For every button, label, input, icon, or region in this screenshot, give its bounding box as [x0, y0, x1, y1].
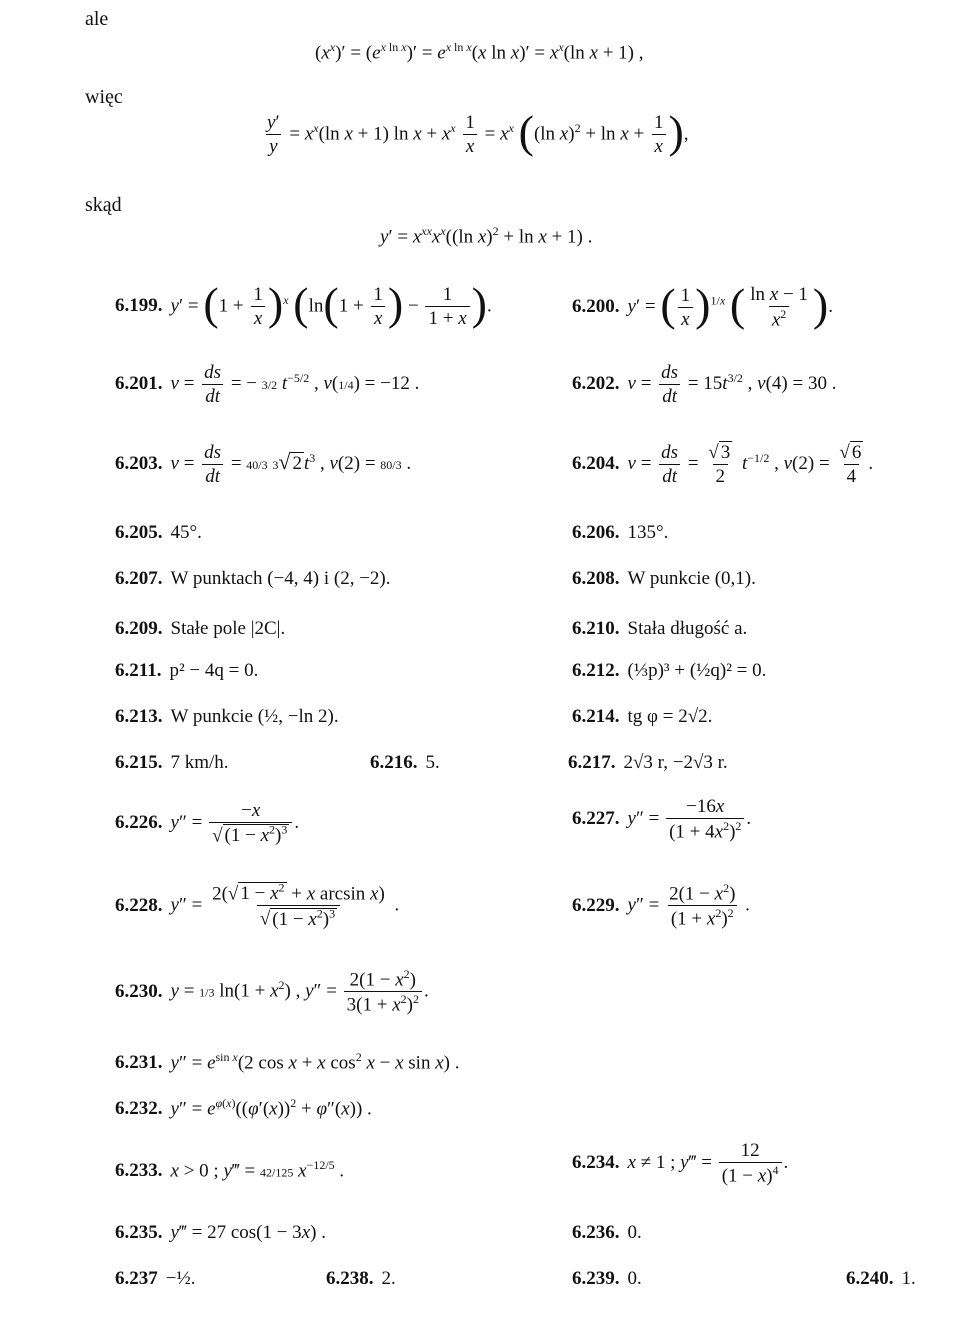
answer-6-207: 6.207. W punktach (−4, 4) i (2, −2).	[115, 568, 391, 589]
answer-6-210: 6.210. Stała długość a.	[572, 618, 748, 639]
word-skad: skąd	[85, 194, 122, 216]
answer-6-229: 6.229. y″ = $\frac{2(1 - x^2)}{(1 + x^2)^2}$ .	[572, 881, 750, 930]
answer-6-237: 6.237 −½.	[115, 1268, 196, 1289]
answer-6-217: 6.217. 2√3 r, −2√3 r.	[568, 752, 728, 773]
answer-6-215: 6.215. 7 km/h.	[115, 752, 229, 773]
formula-wiec: $\frac{y'}{y}$ = $x^x(\ln$ x + 1) $\ln x + x^x$ $\frac{1}{x}$ = $x^x$ ((ln x)$^2$ + ln x + $\frac{1}{x}$ ),	[267, 106, 689, 157]
answer-6-230: 6.230. y = 1/3 $\ln(1 + x^2)$ , y″ = $\frac{2(1 - x^2)}{3(1 + x^2)^2}$ .	[115, 967, 429, 1016]
answer-6-240: 6.240. 1.	[846, 1268, 916, 1289]
answer-6-235: 6.235. y‴ = 27 cos(1 − 3x) .	[115, 1222, 326, 1243]
answer-6-216: 6.216. 5.	[370, 752, 440, 773]
answer-6-236: 6.236. 0.	[572, 1222, 642, 1243]
answer-6-238: 6.238. 2.	[326, 1268, 396, 1289]
answer-6-234: 6.234. x ≠ 1 ; y‴ = $\frac{12}{(1 - x)^4}$ .	[572, 1140, 789, 1187]
answer-6-200: 6.200. y′ = ( $\frac{1}{x}$ )$^{1/x}$ ( $\frac{\text{ln x − 1}}{x^2}$ ).	[572, 278, 833, 331]
answer-6-233: 6.233. x > 0 ; y‴ = 42/125 $x^{-12/5}$ .	[115, 1158, 345, 1182]
answer-6-199: 6.199. y′ = (1 + $\frac{1}{x}$ )$^x$ (ln(1 + $\frac{1}{x}$ ) − $\frac{1}{1 + x}$ ).	[115, 278, 492, 329]
word-wiec: więc	[85, 86, 123, 108]
answer-6-212: 6.212. (⅓p)³ + (½q)² = 0.	[572, 660, 767, 681]
answer-6-211: 6.211. p² − 4q = 0.	[115, 660, 259, 681]
answer-6-204: 6.204. v = $\frac{ds}{dt}$ = $\frac{√ 3}{2}$ $t^{-1/2}$ , v(2) = $\frac{√ 6}{4}$ .	[572, 442, 874, 487]
answer-6-227: 6.227. y″ = $\frac{-16x}{(1 + 4x^2)^2}$ .	[572, 796, 752, 843]
answer-6-208: 6.208. W punkcie (0,1).	[572, 568, 756, 589]
answer-6-231: 6.231. $y'' = e^{sin x}(2$ cos x + x $\cos^2 x - x$ sin x) .	[115, 1050, 460, 1074]
formula-skad: $y' = x^{xx}x^x((\ln$ x)$^2$ + ln x + 1) .	[380, 224, 593, 248]
answer-6-232: 6.232. $y'' = e^{\varphi(x)}((\varphi'(x))^2 + \varphi''(x))$ .	[115, 1096, 372, 1120]
answer-6-228: 6.228. y″ = $\frac{2(√ 1 - x^2 + x \arcsin x)}{√ (1 - x^2)^3}$ .	[115, 881, 400, 930]
answer-6-209: 6.209. Stałe pole |2C|.	[115, 618, 286, 639]
answer-6-202: 6.202. v = $\frac{ds}{dt}$ = $15t^{3/2}$ , v(4) = 30 .	[572, 362, 837, 407]
answer-6-214: 6.214. tg φ = 2√2.	[572, 706, 713, 727]
formula-ale: $(x^x)' = (e^{x ln x})' = e^{x ln x}(x$ $\ln x)' = x^x(\ln$ x + 1) ,	[315, 40, 644, 64]
answer-6-201: 6.201. v = $\frac{ds}{dt}$ = − 3/2 $t^{-5/2}$ , v(1/4) = −12 .	[115, 362, 420, 407]
answer-6-213: 6.213. W punkcie (½, −ln 2).	[115, 706, 339, 727]
answer-6-206: 6.206. 135°.	[572, 522, 669, 543]
word-ale: ale	[85, 8, 109, 30]
answer-6-205: 6.205. 45°.	[115, 522, 202, 543]
answer-6-203: 6.203. v = $\frac{ds}{dt}$ = 40/3 3√ 2 $t^3$ , v(2) = 80/3 .	[115, 442, 412, 487]
answer-6-226: 6.226. y″ = $\frac{-x}{√ (1 - x^2)^3}$ .	[115, 800, 300, 847]
answer-6-239: 6.239. 0.	[572, 1268, 642, 1289]
